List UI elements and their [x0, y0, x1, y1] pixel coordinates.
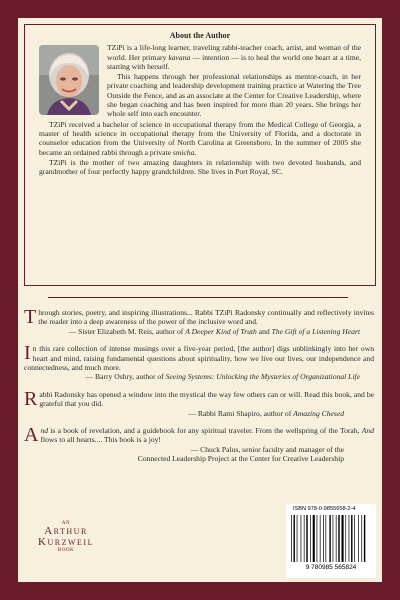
endorsement-text: And is a book of revelation, and a guidebook for any spiritual traveler. From the wellspring of the Torah, And flows to all hearts.... This book is a joy! [24, 424, 374, 447]
isbn-barcode [286, 504, 376, 578]
about-paragraph-3: TZiPi received a bachelor of science in occupational therapy from the Medical College of Georgia, a master of health science in occupational therapy from the University of Florida, and a doctorate in counselor education from the University of North Carolina at Greensboro. In the summer of 2005 she became an ordained rabbi through a private smicha. [39, 119, 361, 157]
barcode-bar [310, 515, 311, 562]
barcode-bar [323, 515, 324, 562]
endorsement-attribution: — Sister Elizabeth M. Reis, author of A Deeper Kind of Truth and The Gift of a Listening Heart [68, 326, 360, 336]
author-photo [39, 45, 99, 115]
barcode-bar [301, 515, 302, 562]
about-the-author-box [24, 24, 376, 286]
about-title: About the Author [169, 31, 231, 40]
barcode-bar [349, 515, 350, 562]
barcode-bar [351, 515, 352, 562]
barcode-bar [329, 515, 330, 562]
about-paragraph-4: TZiPi is the mother of two amazing daughters in relationship with two devoted husbands, and grandmother of four perfectly happy grandchildren. She lives in Port Royal, SC. [39, 157, 361, 177]
endorsement-attribution-line-2: Connected Leadership Project at the Center for Creative Leadership [137, 454, 344, 464]
drop-cap: T [24, 306, 37, 328]
drop-cap: R [24, 387, 38, 410]
barcode-bar [294, 515, 295, 562]
barcode-bar [336, 515, 337, 562]
barcode-digits: 9 780985 565824 [305, 564, 357, 571]
barcode-bar [313, 515, 315, 562]
endorsements [24, 308, 374, 472]
barcode-bar [358, 515, 359, 562]
endorsement-attribution: — Chuck Palus, senior faculty and manager of the [190, 444, 344, 454]
endorsement-text: Through stories, poetry, and inspiring illustrations... Rabbi TZiPi Radonsky continually and reflectively invites the reader into a deep awareness of the power of the inclusive word and. [24, 306, 374, 328]
barcode-bar [342, 515, 344, 562]
barcode-bar [333, 515, 334, 562]
barcode-bars [289, 513, 373, 571]
logo-line-1: Arthur [44, 525, 88, 537]
endorsement-1 [24, 308, 374, 336]
barcode-bar [304, 515, 305, 562]
barcode-bar [364, 515, 365, 562]
drop-cap: I [24, 342, 31, 365]
barcode-bar [326, 515, 327, 562]
barcode-bar [317, 515, 318, 562]
endorsement-attribution: — Rabbi Rami Shapiro, author of Amazing Chesed [188, 408, 344, 418]
drop-cap: A [24, 424, 39, 447]
author-portrait-image [39, 45, 99, 115]
isbn-number: ISBN 978-0-9855658-2-4 [293, 506, 356, 512]
logo-book: BOOK [57, 548, 75, 553]
barcode-bar [291, 515, 292, 562]
barcode-bar [361, 515, 362, 562]
logo-an: AN [61, 521, 71, 526]
cover-panel [18, 18, 382, 582]
endorsement-3 [24, 387, 374, 418]
barcode-bar [338, 515, 339, 562]
barcode-bar [354, 515, 355, 562]
endorsement-attribution: — Barry Oshry, author of Seeing Systems: Unlocking the Mysteries of Organizational Life [85, 372, 360, 382]
endorsement-4 [24, 426, 374, 464]
endorsement-text: In this rare collection of intense musings over a five-year period, [the author] digs unblinkingly into her own heart and mind, raising fundamental questions about spirituality, how we live our lives, our independence and connectedness, and much more. [24, 342, 374, 373]
section-divider [48, 297, 348, 298]
endorsement-2 [24, 344, 374, 382]
publisher-logo [26, 521, 106, 553]
barcode-bar [306, 515, 307, 562]
logo-line-2: Kurzweil [38, 536, 94, 548]
endorsement-text: Rabbi Radonsky has opened a window into the mystical the way few others can or will. Read this book, and be grateful that you did. [24, 387, 374, 410]
about-paragraph-1: TZiPi is a life-long learner, traveling rabbi-teacher coach, artist, and woman of the world. Her primary kavana — intention — is to heal the world one heart at a time, starting with herself. [107, 43, 361, 71]
barcode-bar [297, 515, 298, 562]
barcode-bar [320, 515, 321, 562]
about-paragraph-2: This happens through her professional relationships as mentor-coach, in her private coaching and leadership development training practice at Watering the Tree Outside the Fence, and as an associate at the Center for Creative Leadership, where she began coaching and has been inspired for more than 20 years. She brings her whole self into each encounter. [107, 72, 361, 119]
barcode-bar [345, 515, 346, 562]
